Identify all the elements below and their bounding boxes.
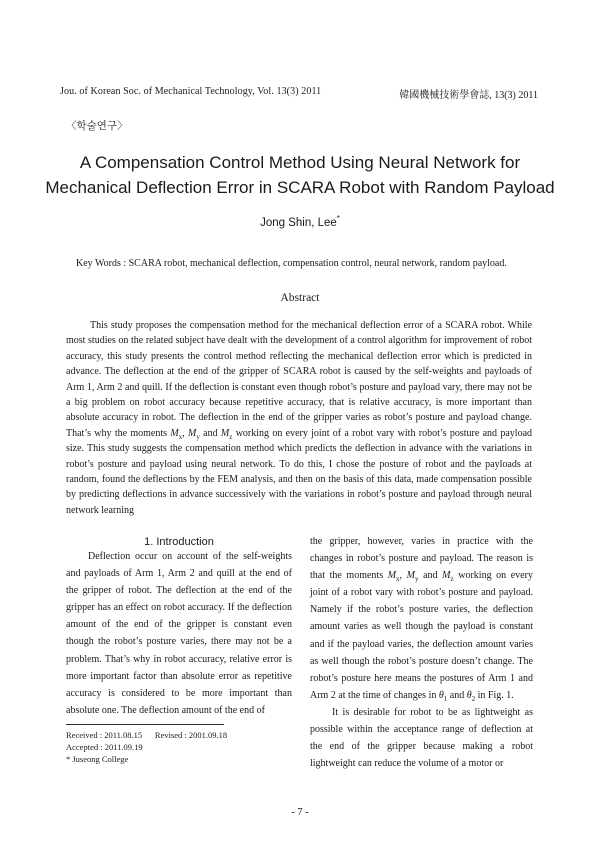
journal-header-left: Jou. of Korean Soc. of Mechanical Technology, Vol. 13(3) 2011 (60, 86, 322, 97)
intro-text-b: working on every joint of a robot vary with robot’s posture and payload. Namely if the robot’s posture varies, the deflection amount varies as well though the payload is constant and if the payload varies, the deflection amount varies as well though the robot’s posture doesn’t change. The robot’s posture here means the postures of Arm 1 and Arm 2 at the time of changes in (310, 570, 533, 701)
section-heading-introduction: 1. Introduction (144, 536, 214, 548)
math-sub: z (450, 575, 454, 584)
math-comma: , (399, 570, 403, 582)
math-moment: M (406, 570, 415, 582)
math-moment: M (387, 570, 397, 582)
math-comma: , (182, 427, 185, 439)
intro-text-a: the gripper, however, varies in practice with the changes in robot’s posture and payload. The reason is that the moments (310, 536, 533, 582)
abstract-text-2: working on every joint of a robot vary with robot’s posture and payload size. This study suggests the compensation method which predicts the deflection in advance with the variations in robot’s posture and payload using neural network. To do this, I chose the posture of robot and the payloads at random, found the deflections by the FEM analysis, and then on the basis of this data, made compensation possible by predicting deflections in advance successively with the variations in robot’s posture and payload through neural network learning (66, 427, 533, 516)
math-moment: M (170, 427, 179, 439)
math-and: and (449, 689, 465, 701)
author-mark: * (336, 214, 340, 224)
math-moment: M (220, 427, 230, 439)
math-sub: x (396, 575, 400, 584)
footnote-received: Received : 2011.08.15 Revised : 2001.09.18 (66, 730, 228, 740)
math-sub: y (415, 575, 419, 584)
math-sub: y (196, 432, 200, 441)
math-sub: x (178, 432, 183, 441)
intro-text-c: in Fig. 1. (477, 689, 514, 701)
abstract-text-1: This study proposes the compensation method for the mechanical deflection error of a SCARA robot. While most studies on the related subject have dealt with the development of a control algorithm for improvement of robot accuracy, this study presents the control method reflecting the mechanical deflection error which is predicted in advance. The deflection at the end of the gripper of SCARA robot is caused by the self-weights and payloads of Arm 1, Arm 2 and quill. If the deflection is constant even though robot’s posture and payload vary, there may not be a big problem on robot accuracy because repetitive accuracy, that is relative accuracy, is more important than absolute accuracy in robot. The deflection in the end of the gripper varies as robot’s posture and payload change. That’s why the moments (66, 320, 532, 439)
math-moment: M (188, 427, 197, 439)
footnote-affiliation: * Juseong College (66, 754, 129, 764)
intro-paragraph-3: It is desirable for robot to be as lightweight as possible within the acceptance range of deflection at the end of the gripper because making a robot lightweight can reduce the volume of a motor or (310, 706, 533, 770)
math-sub: 2 (471, 694, 476, 703)
keywords: Key Words : SCARA robot, mechanical deflection, compensation control, neural network, random payload. (76, 258, 507, 269)
journal-header-right: 韓國機械技術學會誌, 13(3) 2011 (399, 90, 538, 101)
footnote-divider (66, 724, 224, 725)
page-number: - 7 - (291, 807, 309, 818)
author-name: Jong Shin, Lee (260, 217, 337, 229)
paper-title-line-1: A Compensation Control Method Using Neural Network for (79, 153, 521, 172)
article-category: 〈학술연구〉 (66, 120, 128, 132)
math-and: and (423, 570, 438, 582)
footnote-accepted: Accepted : 2011.09.19 (66, 742, 143, 752)
math-sub: 1 (443, 694, 448, 703)
intro-paragraph-1: Deflection occur on account of the self-weights and payloads of Arm 1, Arm 2 and quill at the end of the gripper of robot. The deflection at the end of the gripper has an effect on robot accuracy. If the deflection amount of the end of the gripper is constant even though the robot’s posture varies, there may not be a problem. That’s why in robot accuracy, relative error is more important factor than absolute error as repetitive accuracy is considered to be more important than absolute one. The deflection amount of the end of (66, 551, 292, 716)
math-theta: θ (466, 689, 472, 701)
author (0, 214, 600, 229)
left-column (66, 548, 292, 719)
abstract-body (66, 318, 532, 518)
math-and: and (203, 427, 218, 439)
right-column (310, 533, 533, 772)
math-sub: z (229, 432, 233, 441)
math-moment: M (442, 570, 451, 582)
paper-title-line-2: Mechanical Deflection Error in SCARA Robot with Random Payload (45, 178, 555, 197)
abstract-heading: Abstract (280, 292, 320, 304)
math-theta: θ (438, 689, 444, 701)
